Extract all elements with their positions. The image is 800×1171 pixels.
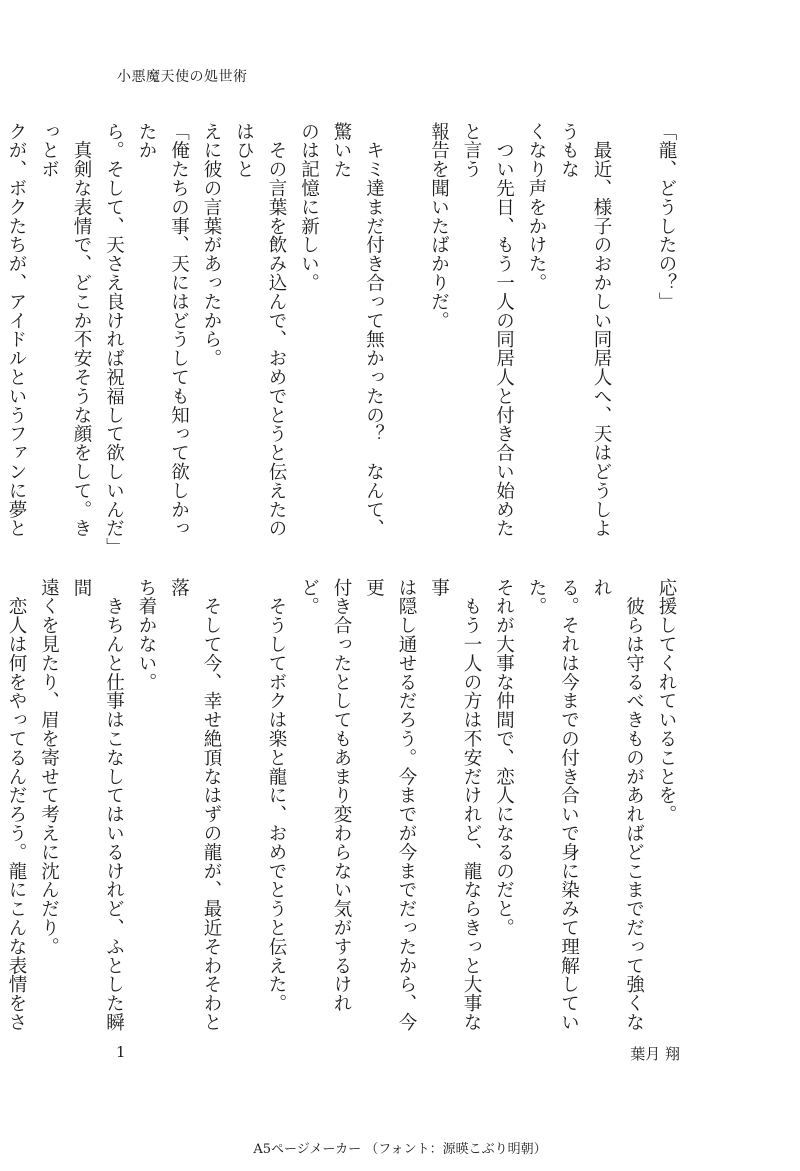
text-line [390, 122, 423, 552]
text-line: くなり声をかけた。 [526, 122, 547, 293]
text-line: キミ達まだ付き合って無かったの？ なんて、驚いた [331, 122, 385, 538]
body-text-lower [6, 578, 682, 1038]
text-line: ち着かない。 [136, 578, 157, 692]
text-line: 応援してくれていることを。 [656, 578, 677, 824]
text-line: そして今、幸せ絶頂なはずの龍が、最近そわそわと落 [168, 578, 222, 1032]
text-line: きちんと仕事はこなしてはいるけれど、ふとした瞬間 [71, 578, 125, 1032]
text-line: 恋人は何をやってるんだろう。龍にこんな表情をさ [6, 596, 27, 1032]
author-name: 葉月 翔 [630, 1045, 680, 1063]
text-line: それが大事な仲間で、恋人になるのだと。 [493, 578, 515, 938]
text-line: つい先日、もう一人の同居人と付き合い始めたと言う [461, 122, 515, 538]
page-number: 1 [116, 1043, 126, 1061]
text-line: クが、ボクたちが、アイドルというファンに夢と [6, 122, 27, 538]
text-line: 報告を聞いたばかりだ。 [428, 122, 450, 330]
text-line: もう一人の方は不安だけれど、龍ならきっと大事な事 [428, 578, 482, 1032]
text-line: そうしてボクは楽と龍に、おめでとうと伝えた。 [266, 578, 287, 1013]
text-line [227, 578, 260, 1038]
text-line: ら。そして、天さえ良ければ祝福して欲しいんだ」 [103, 122, 125, 557]
page-header-title: 小悪魔天使の処世術 [117, 69, 248, 85]
text-line: のは記憶に新しい。 [298, 122, 320, 293]
text-line: 「俺たちの事、天にはどうしても知って欲しかったか [136, 122, 190, 538]
text-line: 彼らは守るべきものがあればどこまでだって強くなれ [591, 578, 645, 1032]
text-line: る。それは今までの付き合いで身に染みて理解していた。 [526, 578, 580, 1032]
text-line: 付き合ったとしてもあまり変わらない気がするけれど。 [298, 578, 352, 1013]
text-line: 「龍、どうしたの？」 [656, 122, 677, 311]
footer-credit: A5ページメーカー （フォント：源暎こぶり明朝） [253, 1142, 547, 1157]
text-line: は隠し通せるだろう。今までが今までだったから、今更 [363, 578, 417, 1032]
text-line: えに彼の言葉があったから。 [201, 122, 222, 368]
text-line: 遠くを見たり、眉を寄せて考えに沈んだり。 [38, 578, 60, 956]
body-text-upper [6, 122, 682, 557]
text-line: その言葉を飲み込んで、おめでとうと伝えたのはひと [233, 122, 287, 538]
text-line [617, 122, 650, 552]
text-line: 真剣な表情で、どこか不安そうな顔をして。きっとボ [38, 122, 92, 538]
text-line: 最近、様子のおかしい同居人へ、天はどうしようもな [558, 122, 612, 538]
